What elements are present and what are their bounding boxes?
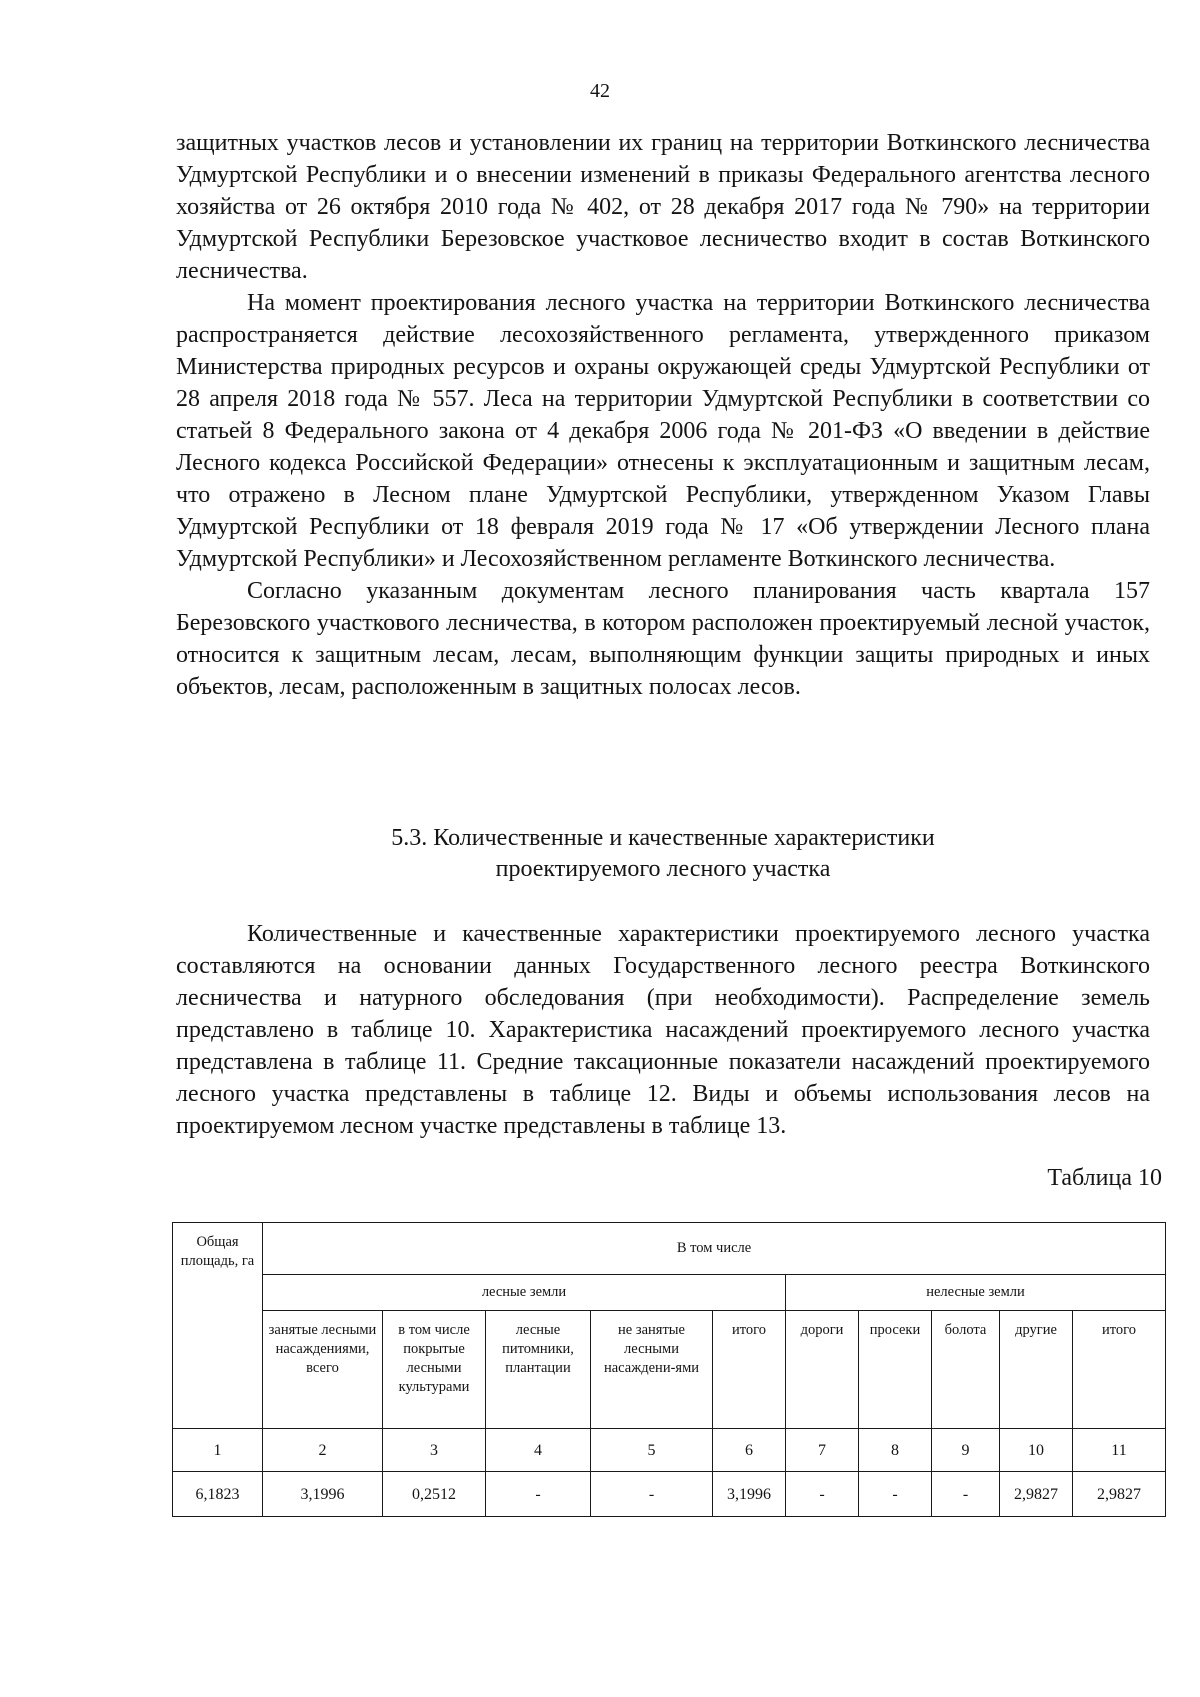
column-number: 9 (932, 1429, 1000, 1472)
header-col-4: лесные питомники, плантации (486, 1311, 591, 1429)
section-heading (176, 823, 1150, 885)
header-col-3: в том числе покрытые лесными культурами (383, 1311, 486, 1429)
header-col-10: другие (1000, 1311, 1073, 1429)
header-col-11: итого (1073, 1311, 1166, 1429)
header-col-5: не занятые лесными насаждени-ями (591, 1311, 713, 1429)
column-number: 2 (263, 1429, 383, 1472)
paragraph-3: Согласно указанным документам лесного планирования часть квартала 157 Березовского участкового лесничества, в котором расположен проектируемый лесной участок, относится к защитным лесам, лесам, выполняющим функции защиты природных и иных объектов, лесам, расположенным в защитных полосах лесов. (176, 578, 1150, 700)
column-number: 8 (859, 1429, 932, 1472)
table-cell: - (859, 1472, 932, 1517)
column-numbers-row (173, 1429, 1166, 1472)
paragraph-2: На момент проектирования лесного участка на территории Воткинского лесничества распространяется действие лесохозяйственного регламента, утвержденного приказом Министерства природных ресурсов и охраны окружающей среды Удмуртской Республики от 28 апреля 2018 года № 557. Леса на территории Удмуртской Республики в соответствии со статьей 8 Федерального закона от 4 декабря 2006 года № 201-ФЗ «О введении в действие Лесного кодекса Российской Федерации» отнесены к эксплуатационным и защитным лесам, что отражено в Лесном плане Удмуртской Республики, утвержденном Указом Главы Удмуртской Республики от 18 февраля 2019 года № 17 «Об утверждении Лесного плана Удмуртской Республики» и Лесохозяйственном регламенте Воткинского лесничества. (176, 290, 1150, 572)
column-number: 10 (1000, 1429, 1073, 1472)
header-forest-lands: лесные земли (263, 1275, 786, 1311)
table-caption: Таблица 10 (1047, 1165, 1162, 1191)
table-row (173, 1472, 1166, 1517)
section-heading-line-1: 5.3. Количественные и качественные характеристики (391, 825, 935, 851)
column-number: 7 (786, 1429, 859, 1472)
page-number: 42 (590, 80, 610, 102)
column-number: 5 (591, 1429, 713, 1472)
land-distribution-table (172, 1222, 1166, 1517)
body-text (176, 127, 1150, 703)
table-cell: 3,1996 (263, 1472, 383, 1517)
table-cell: 2,9827 (1000, 1472, 1073, 1517)
header-col-9: болота (932, 1311, 1000, 1429)
column-number: 4 (486, 1429, 591, 1472)
header-col-8: просеки (859, 1311, 932, 1429)
header-col-6: итого (713, 1311, 786, 1429)
paragraph-1: защитных участков лесов и установлении их границ на территории Воткинского лесничества Удмуртской Республики и о внесении изменений в приказы Федерального агентства лесного хозяйства от 26 октября 2010 года № 402, от 28 декабря 2017 года № 790» на территории Удмуртской Республики Березовское участковое лесничество входит в состав Воткинского лесничества. (176, 130, 1150, 284)
column-number: 1 (173, 1429, 263, 1472)
section-body (176, 918, 1150, 1142)
table-cell: - (591, 1472, 713, 1517)
table-cell: - (786, 1472, 859, 1517)
table-cell: 3,1996 (713, 1472, 786, 1517)
section-heading-line-2: проектируемого лесного участка (495, 856, 831, 882)
column-number: 11 (1073, 1429, 1166, 1472)
table-cell: - (932, 1472, 1000, 1517)
table-cell: - (486, 1472, 591, 1517)
header-nonforest-lands: нелесные земли (786, 1275, 1166, 1311)
column-number: 6 (713, 1429, 786, 1472)
header-including: В том числе (263, 1223, 1166, 1275)
table-cell: 6,1823 (173, 1472, 263, 1517)
column-number: 3 (383, 1429, 486, 1472)
header-col-2: занятые лесными насаждениями, всего (263, 1311, 383, 1429)
table-cell: 2,9827 (1073, 1472, 1166, 1517)
header-total-area: Общая площадь, га (173, 1223, 263, 1429)
section-paragraph: Количественные и качественные характеристики проектируемого лесного участка составляются на основании данных Государственного лесного реестра Воткинского лесничества и натурного обследования (при необходимости). Распределение земель представлено в таблице 10. Характеристика насаждений проектируемого лесного участка представлена в таблице 11. Средние таксационные показатели насаждений проектируемого лесного участка представлены в таблице 12. Виды и объемы использования лесов на проектируемом лесном участке представлены в таблице 13. (176, 921, 1150, 1139)
header-col-7: дороги (786, 1311, 859, 1429)
table-cell: 0,2512 (383, 1472, 486, 1517)
